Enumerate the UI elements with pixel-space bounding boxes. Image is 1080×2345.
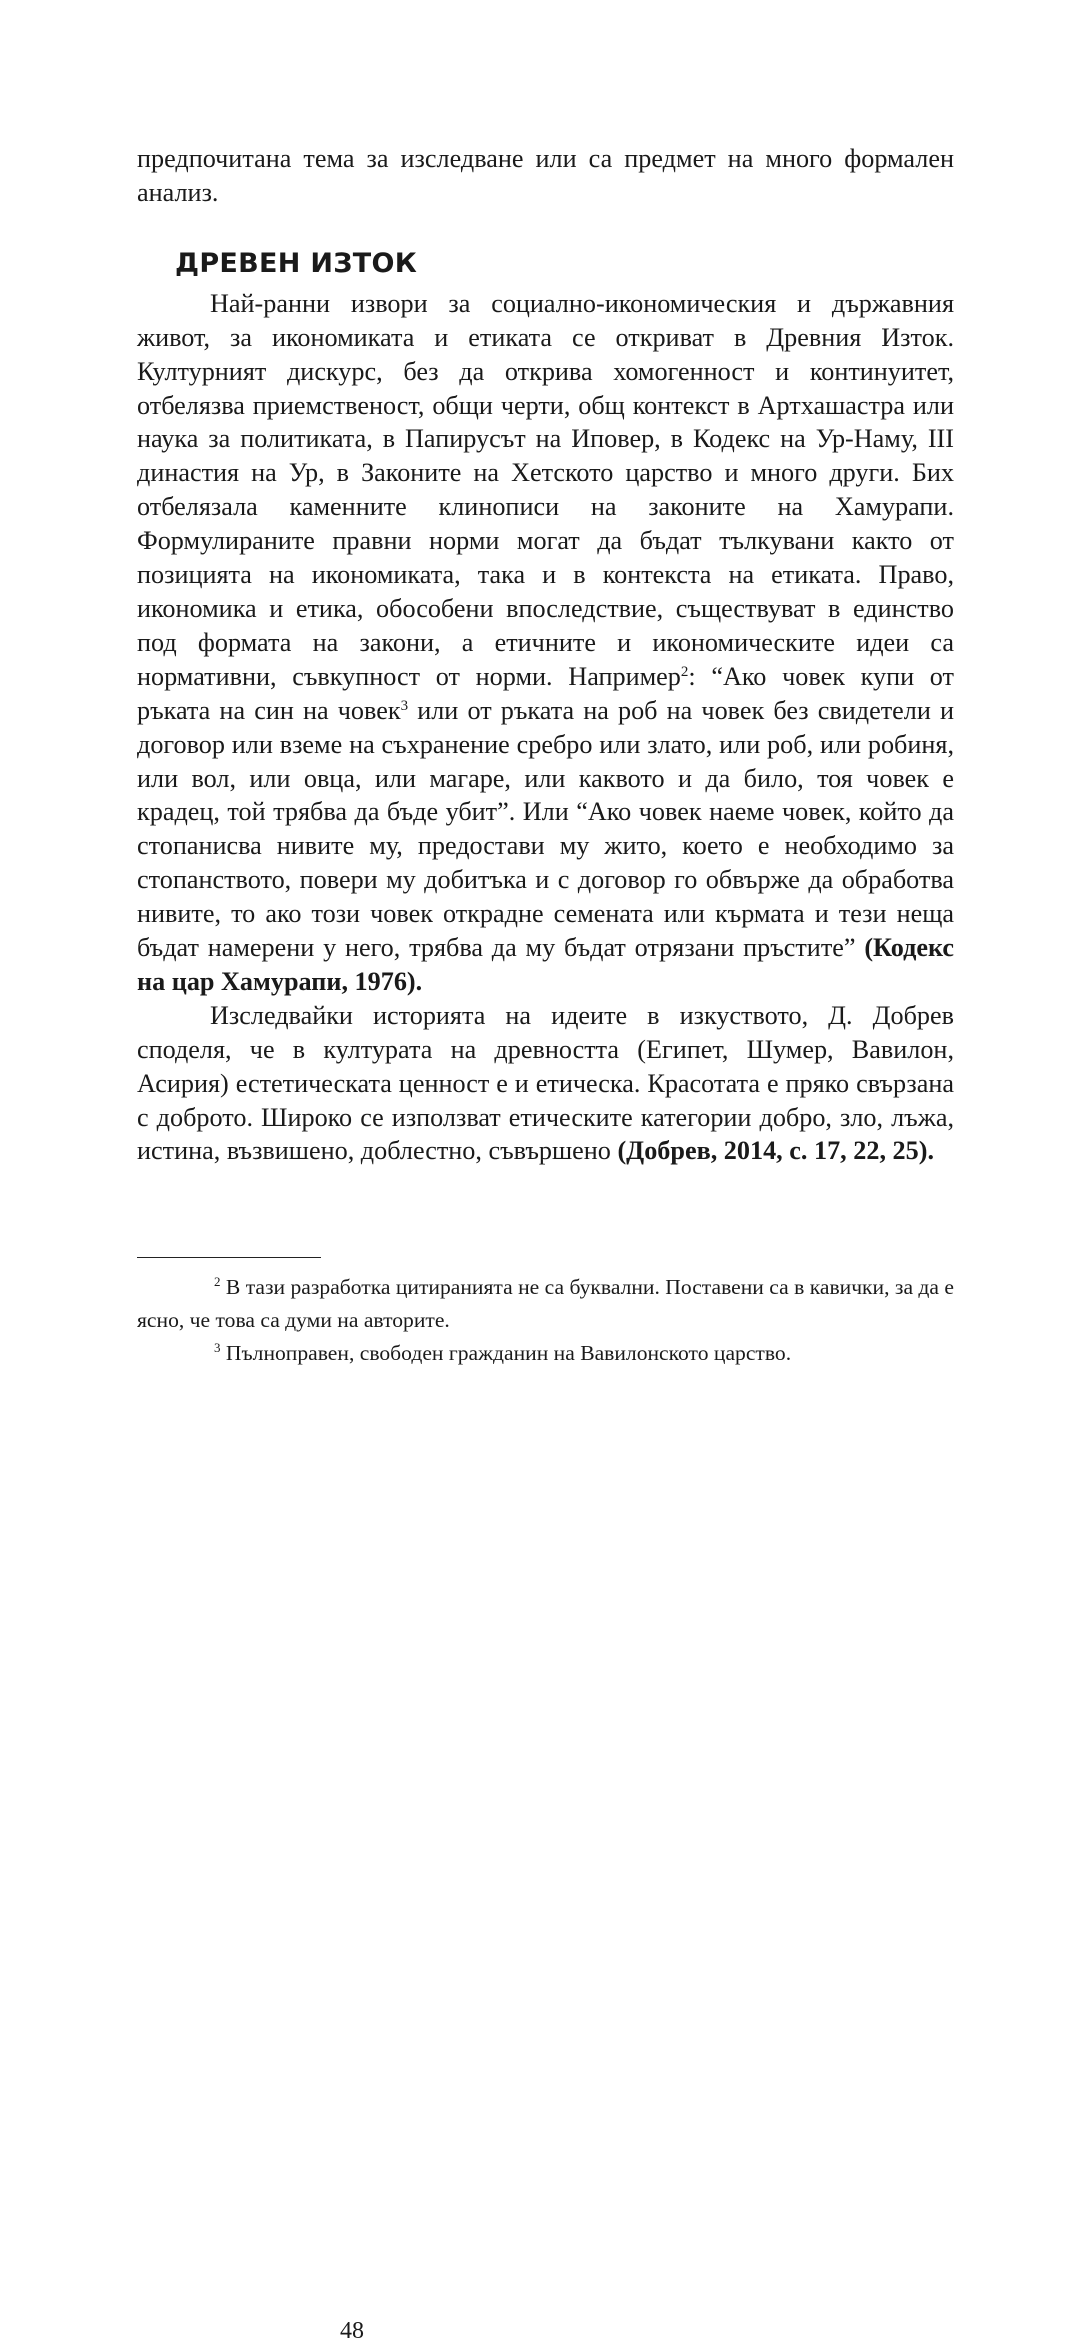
page-body (137, 142, 954, 1168)
paragraph-dobrev (137, 999, 954, 1169)
footnote-ref-3[interactable]: 3 (400, 697, 409, 714)
footnote-number: 3 (214, 1340, 221, 1355)
footnote-divider (137, 1257, 321, 1258)
footnote-ref-2[interactable]: 2 (680, 663, 689, 680)
footnote-text: Пълноправен, свободен гражданин на Вавилонското царство. (225, 1341, 792, 1365)
paragraph1-text-part2: : “Ако човек купи от ръката на син на човек (137, 661, 954, 725)
footnote-text: В тази разработка цитиранията не са буквални. Поставени са в кавички, за да е ясно, че това са думи на авторите. (137, 1275, 954, 1332)
paragraph2-text: Изследвайки историята на идеите в изкуството, Д. Добрев споделя, че в културата на древността (Египет, Шумер, Вавилон, Асирия) естетическата ценност е и етическа. Красотата е пряко свързана с доброто. Широко се използват етическите категории добро, зло, лъжа, истина, възвишено, доблестно, съвършено (137, 1000, 954, 1166)
intro-paragraph: предпочитана тема за изследване или са предмет на много формален анализ. (137, 144, 954, 207)
footnote-2 (137, 1271, 954, 1337)
footnotes (137, 1271, 954, 2344)
page-number: 48 (340, 2318, 364, 2344)
footnote-number: 2 (214, 1274, 221, 1289)
citation-hammurabi: (Кодекс на цар Хамурапи, 1976). (137, 933, 955, 996)
citation-dobrev: (Добрев, 2014, с. 17, 22, 25). (617, 1136, 935, 1166)
section-heading: ДРЕВЕН ИЗТОК (175, 247, 418, 279)
footnote-3 (137, 1337, 954, 1370)
paragraph1-text-part3: или от ръката на роб на човек без свидетели и договор или вземе на съхранение сребро или злато, или роб, или робиня, или вол, или овца, или магаре, или каквото и да било, тоя човек е крадец, той трябва да бъде убит”. Или “Ако човек наеме човек, който да стопанисва нивите му, предостави му жито, което е необходимо за стопанството, повери му добитъка и с договор го обвърже да обработва нивите, то ако този човек открадне семената или кърмата и тези неща бъдат намерени у него, трябва да му бъдат отрязани пръстите” (137, 695, 955, 963)
paragraph1-text-part1: Най-ранни извори за социално-икономическия и държавния живот, за икономиката и етиката се откриват в Древния Изток. Културният дискурс, без да открива хомогенност и континуитет, отбелязва приемственост, общи черти, общ контекст в Артхашастра или наука за политиката, в Папирусът на Иповер, в Кодекс на Ур-Наму, III династия на Ур, в Законите на Хетското царство и много други. Бих отбелязала каменните клинописи на законите на Хамурапи. Формулираните правни норми могат да бъдат тълкувани както от позицията на икономиката, така и в контекста на етиката. Право, икономика и етика, обособени впоследствие, съществуват в единство под формата на закони, а етичните и икономическите идеи са нормативни, съвкупност от норми. Например (137, 288, 954, 691)
paragraph-ancient-east (137, 287, 954, 999)
